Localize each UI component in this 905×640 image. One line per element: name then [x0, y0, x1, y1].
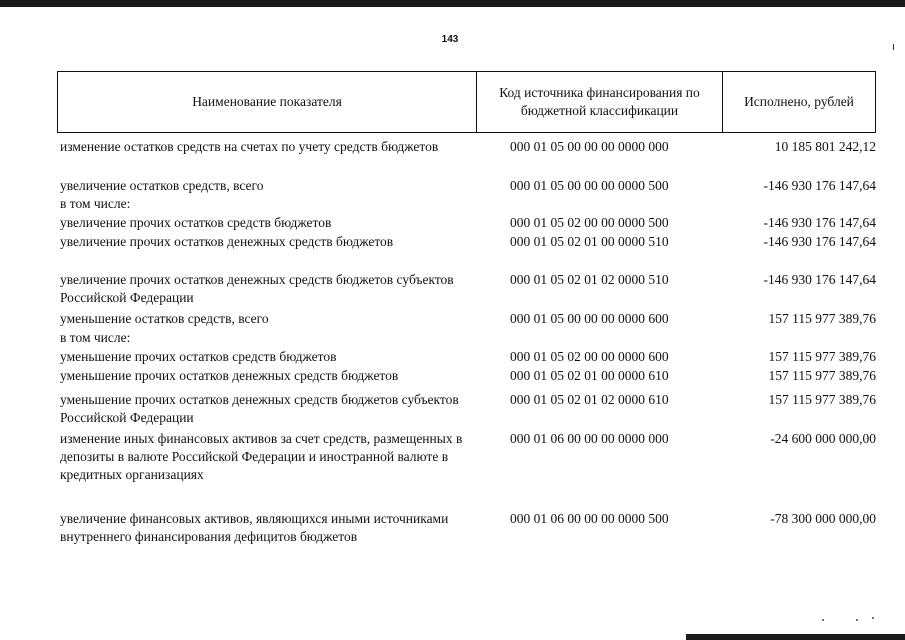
row-amount: 157 115 977 389,76 [768, 311, 876, 326]
row-name: увеличение финансовых активов, являющихся иными источниками внутреннего финансирования дефицитов бюджетов [60, 511, 449, 544]
row-code: 000 01 05 02 00 00 0000 500 [510, 215, 669, 230]
row-name: в том числе: [60, 330, 131, 345]
scan-bottom-border [686, 634, 905, 640]
row-code: 000 01 05 02 01 02 0000 610 [510, 392, 669, 407]
row-code: 000 01 05 02 01 00 0000 610 [510, 368, 669, 383]
row-code: 000 01 05 02 01 02 0000 510 [510, 272, 669, 287]
header-amount: Исполнено, рублей [744, 94, 854, 109]
table-row [0, 510, 905, 544]
table-row [0, 391, 905, 425]
row-amount: -146 930 176 147,64 [763, 178, 876, 193]
row-amount: 157 115 977 389,76 [768, 349, 876, 364]
table-row [0, 271, 905, 305]
row-name: увеличение остатков средств, всего [60, 178, 264, 193]
row-code: 000 01 05 00 00 00 0000 600 [510, 311, 669, 326]
row-code: 000 01 05 02 00 00 0000 600 [510, 349, 669, 364]
row-name: увеличение прочих остатков средств бюджетов [60, 215, 332, 230]
row-amount: 10 185 801 242,12 [774, 139, 876, 154]
row-amount: -146 930 176 147,64 [763, 234, 876, 249]
scan-top-border [0, 0, 905, 7]
row-name: уменьшение остатков средств, всего [60, 311, 269, 326]
table-row [0, 214, 905, 234]
row-name: уменьшение прочих остатков денежных средств бюджетов субъектов Российской Федерации [60, 392, 459, 425]
table-header [57, 71, 876, 133]
row-code: 000 01 05 00 00 00 0000 000 [510, 139, 669, 154]
row-name: уменьшение прочих остатков денежных средств бюджетов [60, 368, 399, 383]
row-name: уменьшение прочих остатков средств бюджетов [60, 349, 337, 364]
row-amount: 157 115 977 389,76 [768, 368, 876, 383]
row-name: увеличение прочих остатков денежных средств бюджетов [60, 234, 394, 249]
row-name: изменение остатков средств на счетах по учету средств бюджетов [60, 139, 439, 154]
row-code: 000 01 06 00 00 00 0000 500 [510, 511, 669, 526]
row-name: изменение иных финансовых активов за счет средств, размещенных в депозиты в валюте Российской Федерации и иностранной валюте в кредитных организациях [60, 431, 463, 482]
row-name: увеличение прочих остатков денежных средств бюджетов субъектов Российской Федерации [60, 272, 454, 305]
scan-edge-mark [893, 44, 894, 50]
table-row [0, 430, 905, 482]
row-code: 000 01 05 02 01 00 0000 510 [510, 234, 669, 249]
header-name: Наименование показателя [192, 94, 342, 109]
scan-speck [872, 617, 874, 619]
header-code: Код источника финансирования по бюджетной классификации [499, 85, 700, 118]
table-row [0, 348, 905, 368]
row-amount: -24 600 000 000,00 [770, 431, 876, 446]
row-code: 000 01 06 00 00 00 0000 000 [510, 431, 669, 446]
table-row [0, 195, 905, 215]
table-row [0, 138, 905, 158]
row-amount: -146 930 176 147,64 [763, 215, 876, 230]
table-row [0, 177, 905, 197]
scan-speck [856, 619, 858, 621]
row-amount: 157 115 977 389,76 [768, 392, 876, 407]
row-code: 000 01 05 00 00 00 0000 500 [510, 178, 669, 193]
table-row [0, 367, 905, 387]
page-number: 143 [441, 34, 459, 45]
row-amount: -146 930 176 147,64 [763, 272, 876, 287]
scan-speck [822, 619, 824, 621]
table-row [0, 310, 905, 330]
row-amount: -78 300 000 000,00 [770, 511, 876, 526]
table-row [0, 329, 905, 349]
table-row [0, 233, 905, 253]
row-name: в том числе: [60, 196, 131, 211]
